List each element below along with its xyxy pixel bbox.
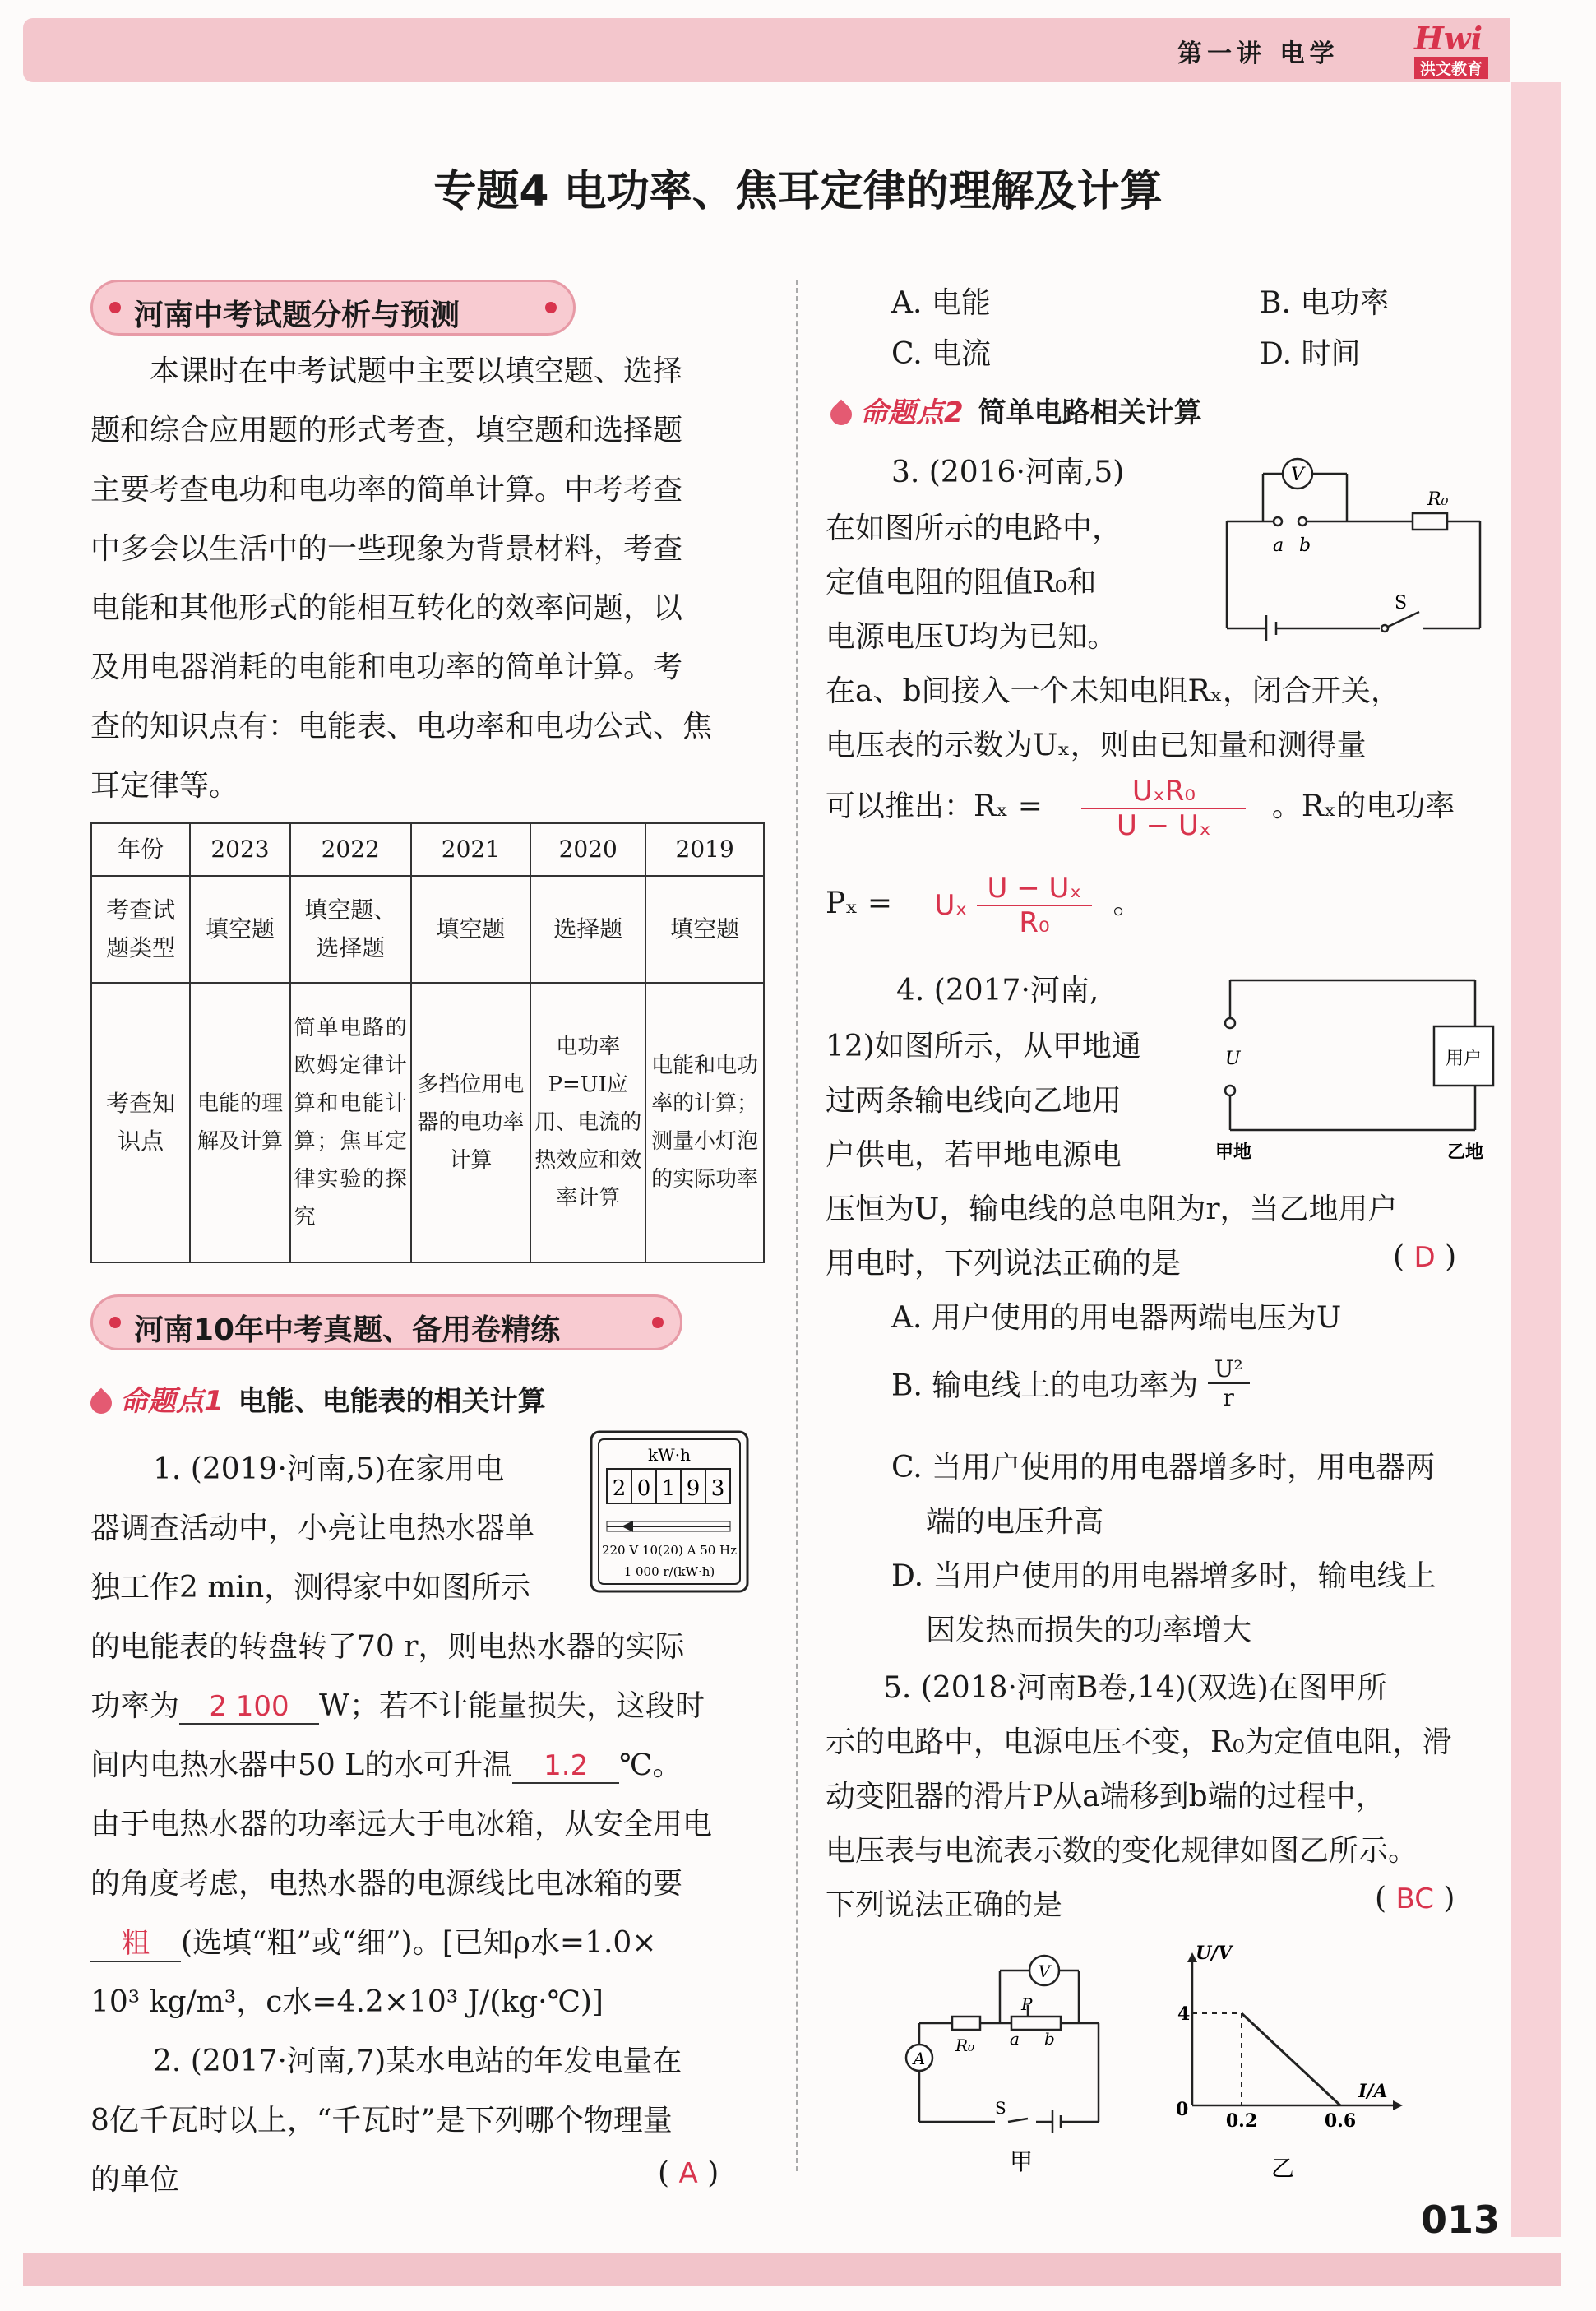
section-heading-practice: 河南10年中考真题、备用卷精练 <box>90 1294 682 1350</box>
q4-option-d: D. 当用户使用的用电器增多时，输电线上 <box>891 1559 1436 1593</box>
graph-data-line <box>1242 2013 1340 2105</box>
publisher-logo: Hwi 洪文教育 <box>1414 20 1488 82</box>
q4-option-b: B. 输电线上的电功率为 $\frac{\text{U²}}{r}$ <box>891 1355 1250 1421</box>
q5-circuit-figure-jia <box>904 1941 1118 2179</box>
q2-option-a: A. 电能 <box>891 286 991 320</box>
q1-line: 1. (2019·河南,5)在家用电 <box>153 1452 505 1486</box>
q3-voltmeter-label: V <box>1291 465 1304 485</box>
q1-line: 功率为 2 100 W；若不计能量损失，这段时 <box>90 1689 705 1723</box>
meter-digit: 0 <box>636 1476 651 1501</box>
q4-user-label: 用户 <box>1445 1049 1483 1069</box>
q5-a-label: a <box>1010 2029 1020 2049</box>
q1-line: 的电能表的转盘转了70 r，则电热水器的实际 <box>90 1630 685 1664</box>
meter-rating: 220 V 10(20) A 50 Hz <box>601 1543 738 1558</box>
q2-answer-bracket: ( A ) <box>658 2156 719 2190</box>
q3-line: 电压表的示数为Uₓ，则由已知量和测得量 <box>826 729 1367 762</box>
q3-a-label: a <box>1273 535 1284 556</box>
q4-yi-label: 乙地 <box>1447 1142 1484 1163</box>
q3-r0-label: R₀ <box>1427 489 1449 510</box>
q4-answer-bracket: ( D ) <box>1393 1240 1457 1274</box>
q5-line: 5. (2018·河南B卷,14)(双选)在图甲所 <box>883 1671 1387 1705</box>
q5-graph-xlabel: I/A <box>1358 2081 1388 2102</box>
q1-answer-temp: 1.2 <box>512 1749 619 1784</box>
q2-line: 的单位 <box>90 2163 180 2197</box>
q1-line: 间内电热水器中50 L的水可升温 1.2 ℃。 <box>90 1748 682 1782</box>
q3-answer-prefix: Uₓ <box>934 889 968 922</box>
q4-line: 过两条输电线向乙地用 <box>826 1084 1122 1118</box>
footer-band <box>23 2253 1561 2286</box>
q2-option-c: C. 电流 <box>891 337 992 371</box>
side-strip <box>1511 82 1561 2237</box>
section-heading-analysis: 河南中考试题分析与预测 <box>90 280 576 336</box>
q4-option-c: C. 当用户使用的用电器增多时，用电器两 <box>891 1451 1436 1484</box>
q4-transmission-figure <box>1215 975 1495 1165</box>
q5-graph-x-tick: 0.2 <box>1225 2110 1258 2132</box>
q3-line: 在a、b间接入一个未知电阻Rₓ，闭合开关， <box>826 674 1400 708</box>
q4-line: 12)如图所示，从甲地通 <box>826 1030 1141 1063</box>
table-row: 考查试题类型 填空题 填空题、选择题 填空题 选择题 填空题 <box>91 876 764 983</box>
q5-line: 示的电路中，电源电压不变，R₀为定值电阻，滑 <box>826 1725 1452 1759</box>
topic-tag-1: 命题点1 电能、电能表的相关计算 <box>90 1378 546 1419</box>
q5-line: 下列说法正确的是 <box>826 1888 1063 1922</box>
q2-line: 2. (2017·河南,7)某水电站的年发电量在 <box>153 2045 682 2078</box>
q5-b-label: b <box>1044 2029 1055 2049</box>
q3-line: 定值电阻的阻值R₀和 <box>826 566 1097 600</box>
q4-option-a: A. 用户使用的用电器两端电压为U <box>891 1301 1342 1335</box>
q5-graph-x-tick: 0.6 <box>1324 2110 1357 2132</box>
table-header-row: 年份 2023 2022 2021 2020 2019 <box>91 823 764 876</box>
q5-fig-yi-label: 乙 <box>1270 2155 1295 2182</box>
q3-line: 电源电压U均为已知。 <box>826 620 1117 654</box>
q4-answer: D <box>1413 1241 1436 1274</box>
q4-line: 压恒为U，输电线的总电阻为r，当乙地用户 <box>826 1193 1398 1226</box>
q1-line: 粗 (选填“粗”或“细”)。[已知ρ水=1.0× <box>90 1920 657 1962</box>
q5-graph-ylabel: U/V <box>1196 1943 1233 1964</box>
q5-voltmeter-label: V <box>1038 1961 1051 1981</box>
q3-circuit-figure <box>1215 456 1495 645</box>
q5-fig-jia-label: 甲 <box>1009 2148 1034 2175</box>
q1-answer-power: 2 100 <box>179 1690 319 1725</box>
q3-line: 在如图所示的电路中， <box>826 512 1122 545</box>
q5-graph-yi <box>1159 1941 1431 2188</box>
q5-line: 电压表与电流表示数的变化规律如图乙所示。 <box>826 1834 1418 1868</box>
q2-option-d: D. 时间 <box>1260 337 1361 371</box>
q3-b-label: b <box>1299 535 1311 556</box>
q5-answer: BC <box>1395 1883 1434 1915</box>
meter-digit: 3 <box>710 1476 725 1501</box>
q5-ammeter-label: A <box>913 2049 926 2068</box>
topic-tag-2: 命题点2 简单电路相关计算 <box>830 390 1202 430</box>
q4-jia-label: 甲地 <box>1215 1142 1252 1163</box>
q3-answer-resistance: $\frac{\text{UₓR₀}}{\text{U − Uₓ}}$ <box>1081 775 1246 842</box>
q3-line: Pₓ = Uₓ $\frac{\text{U − Uₓ}}{\text{R₀}}$ 。 <box>826 872 1143 939</box>
q2-option-b: B. 电功率 <box>1260 286 1390 320</box>
column-divider <box>796 280 798 2171</box>
meter-digit: 2 <box>612 1476 627 1501</box>
meter-unit: kW·h <box>648 1445 691 1465</box>
q1-answer-wire: 粗 <box>90 1920 181 1962</box>
q3-line: 可以推出：Rₓ = $\frac{\text{UₓR₀}}{\text{U − Uₓ}}$ 。Rₓ的电功率 <box>826 775 1455 842</box>
q5-line: 动变阻器的滑片P从a端移到b端的过程中， <box>826 1780 1386 1813</box>
q2-answer: A <box>678 2157 698 2190</box>
q4-line: 4. (2017·河南, <box>896 974 1099 1007</box>
page-number: 013 <box>1421 2198 1501 2242</box>
q4-option-b-formula: $\frac{\text{U²}}{r}$ <box>1208 1355 1250 1411</box>
q5-answer-bracket: ( BC ) <box>1375 1882 1455 1915</box>
q5-graph-origin: 0 <box>1176 2099 1189 2120</box>
q1-line: 的角度考虑，电热水器的电源线比电冰箱的要 <box>90 1867 683 1901</box>
q4-line: 用电时，下列说法正确的是 <box>826 1247 1182 1281</box>
q1-line: 独工作2 min，测得家中如图所示 <box>90 1571 531 1605</box>
intro-paragraph: 本课时在中考试题中主要以填空题、选择 题和综合应用题的形式考查，填空题和选择题 主要考查电功和电功率的简单计算。中考考查 中多会以生活中的一些现象为背景材料，考查 电能和其他形式的能相互转化的效率问题，以 及用电器消耗的电能和电功率的简单计算。考 查的知识点有：电能表、电功率和电功公式、焦 耳定律等。 <box>90 354 713 803</box>
q5-switch-label: S <box>995 2098 1006 2118</box>
q4-option-d-cont: 因发热而损失的功率增大 <box>926 1614 1252 1647</box>
meter-digit: 9 <box>686 1476 701 1501</box>
q4-option-c-cont: 端的电压升高 <box>926 1505 1104 1539</box>
electric-meter-figure <box>589 1429 750 1594</box>
q1-line: 器调查活动中，小亮让电热水器单 <box>90 1512 535 1545</box>
meter-revolutions: 1 000 r/(kW·h) <box>623 1564 715 1579</box>
q4-line: 户供电，若甲地电源电 <box>826 1138 1122 1172</box>
exam-analysis-table <box>90 822 765 1263</box>
table-row: 考查知识点 电能的理解及计算 简单电路的欧姆定律计算和电能计算；焦耳定律实验的探究 多挡位用电器的电功率计算 电功率P=UI应用、电流的热效应和效率计算 电能和电功率的计算；测量小灯泡的实际功率 <box>91 983 764 1262</box>
q5-slider-label: P <box>1021 1994 1033 2014</box>
q1-line: 由于电热水器的功率远大于电冰箱，从安全用电 <box>90 1808 713 1841</box>
q1-line: 10³ kg/m³，c水=4.2×10³ J/(kg·℃)] <box>90 1985 604 2019</box>
q5-r0-label: R₀ <box>955 2035 975 2055</box>
page-title: 专题4 电功率、焦耳定律的理解及计算 <box>433 167 1163 216</box>
q5-graph-y-tick: 4 <box>1177 2003 1191 2025</box>
meter-digit: 1 <box>661 1476 676 1501</box>
q3-answer-power: $\frac{\text{U − Uₓ}}{\text{R₀}}$ <box>977 872 1092 939</box>
q2-line: 8亿千瓦时以上，“千瓦时”是下列哪个物理量 <box>90 2104 673 2137</box>
q3-switch-label: S <box>1395 593 1408 614</box>
q4-u-label: U <box>1225 1049 1241 1069</box>
chapter-label: 第一讲 电学 <box>1177 39 1339 68</box>
q3-line: 3. (2016·河南,5) <box>891 456 1125 489</box>
